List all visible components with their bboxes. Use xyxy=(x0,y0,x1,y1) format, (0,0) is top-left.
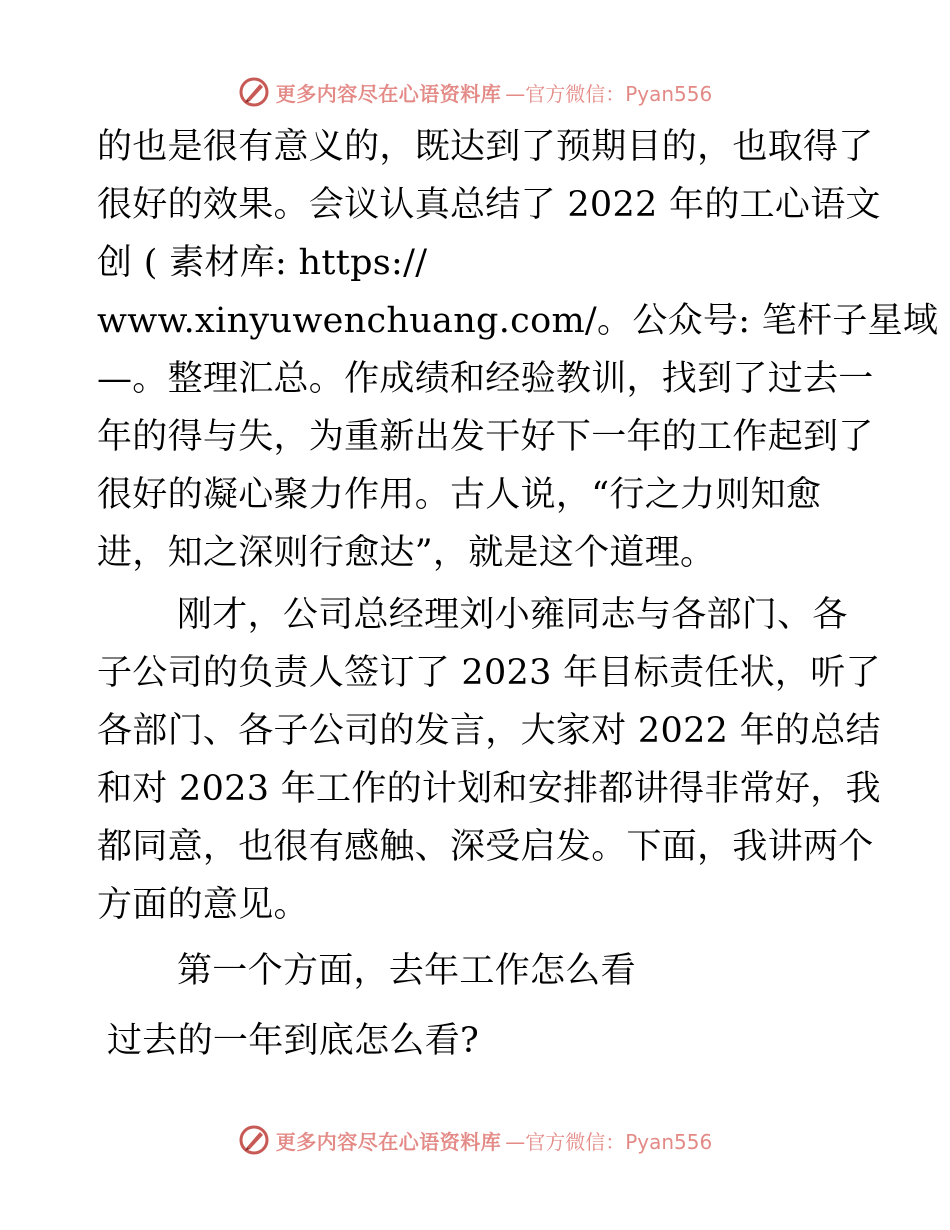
paragraph-line: 刚才，公司总经理刘小雍同志与各部门、各 xyxy=(177,595,848,635)
watermark-brand: 更多内容尽在心语资料库 xyxy=(275,1129,502,1154)
watermark-official: —官方微信：Pyan556 xyxy=(505,81,713,106)
body-line: 创 ( 素材库: https:// xyxy=(97,243,428,283)
paragraph-line: 方面的意见。 xyxy=(97,885,309,925)
watermark-banner-bottom xyxy=(0,1120,950,1160)
paragraph-line: 各部门、各子公司的发言，大家对 2022 年的总结 xyxy=(97,711,881,751)
paragraph-line: 子公司的负责人签订了 2023 年目标责任状，听了 xyxy=(97,653,881,693)
watermark-brand: 更多内容尽在心语资料库 xyxy=(275,81,502,106)
document-body xyxy=(97,118,939,1070)
paragraph-line: 都同意，也很有感触、深受启发。下面，我讲两个 xyxy=(97,827,874,867)
body-line: 年的得与失，为重新出发干好下一年的工作起到了 xyxy=(97,417,874,457)
body-line: 的也是很有意义的，既达到了预期目的，也取得了 xyxy=(97,127,874,167)
body-line: 很好的凝心聚力作用。古人说，“行之力则知愈 xyxy=(97,475,822,515)
watermark-official: —官方微信：Pyan556 xyxy=(505,1129,713,1154)
quill-circle-icon xyxy=(238,76,270,108)
section-heading: 第一个方面，去年工作怎么看 xyxy=(177,951,636,991)
quill-circle-icon xyxy=(238,1124,270,1156)
body-line: 进，知之深则行愈达”，就是这个道理。 xyxy=(97,533,716,573)
body-line: 很好的效果。会议认真总结了 2022 年的工心语文 xyxy=(97,185,881,225)
paragraph-line: 和对 2023 年工作的计划和安排都讲得非常好，我 xyxy=(97,769,881,809)
body-line: —。整理汇总。作成绩和经验教训，找到了过去一 xyxy=(97,359,874,399)
watermark-banner-top xyxy=(0,72,950,112)
body-line: www.xinyuwenchuang.com/。公众号: 笔杆子星域 xyxy=(97,301,939,341)
section-question: 过去的一年到底怎么看? xyxy=(107,1021,480,1061)
